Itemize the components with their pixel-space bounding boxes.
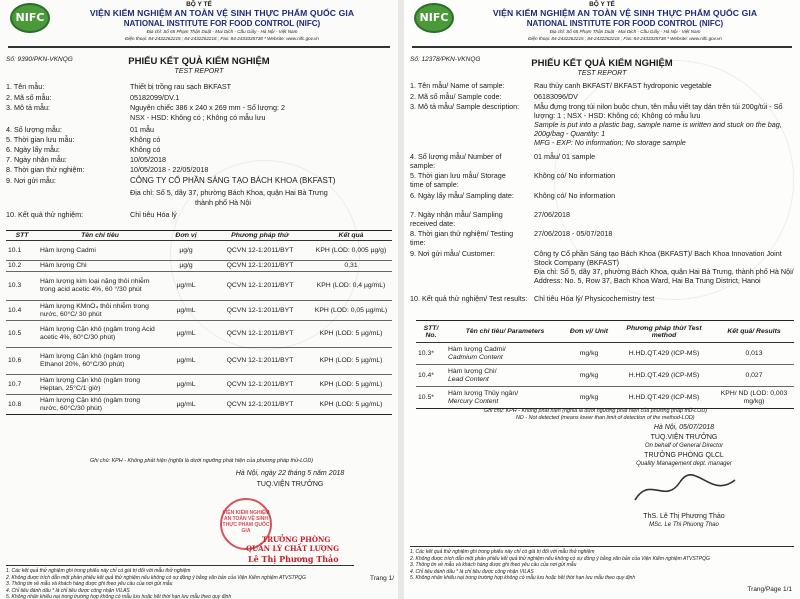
footnote: 4. Chỉ tiêu đánh dấu * là chỉ tiêu được công nhận VILAS xyxy=(6,587,130,594)
footnote: 3. Thông tin về mẫu và khách hàng được ghi theo yêu cầu của nơi gửi mẫu xyxy=(410,562,577,569)
signer-title-1: TRƯỞNG PHÒNG xyxy=(262,535,331,544)
field-value: Công ty Cổ phần Sáng tạo Bách Khoa (BKFAST)/ Bach Khoa Innovation Joint Stock Company (BKFAST) xyxy=(534,249,782,267)
col-header: Đơn vị/ Unit xyxy=(564,321,614,343)
cell-result: KPH/ ND (LOD: 0,003 mg/kg) xyxy=(714,387,794,409)
cell-method: QCVN 12-1:2011/BYT xyxy=(210,348,310,375)
cell-name: Hàm lượng Cặn khô (ngâm trong Heptan, 25°C/1 giờ) xyxy=(38,375,162,395)
field-label: 7. Ngày nhận mẫu/ Sampling received date: xyxy=(410,210,503,228)
results-table xyxy=(6,230,392,415)
col-header: Phương pháp thử xyxy=(210,231,310,241)
issue-date: Hà Nội, 05/07/2018 xyxy=(653,424,715,431)
results-table xyxy=(416,320,794,409)
field-value: CÔNG TY CỔ PHẦN SÁNG TẠO BÁCH KHOA (BKFAST) xyxy=(130,176,336,185)
table-row xyxy=(6,272,392,301)
cell-unit: mg/kg xyxy=(564,365,614,387)
field-label: 1. Tên mẫu/ Name of sample: xyxy=(410,81,505,90)
cell-name: Hàm lượng Chì xyxy=(38,261,162,272)
field-value: Không có xyxy=(130,135,161,144)
field-value: Rau thủy canh BKFAST/ BKFAST hydroponic vegetable xyxy=(534,81,712,90)
cell-name: Hàm lượng Cadmi xyxy=(38,241,162,261)
signer-name: Lê Thị Phương Thảo xyxy=(248,554,339,564)
left-test-report xyxy=(0,0,398,599)
document-number: Số: 9390/PKN-VKNQG xyxy=(6,56,73,63)
table-row xyxy=(6,261,392,272)
report-title-en: TEST REPORT xyxy=(174,68,224,75)
footnote: 1. Các kết quả thử nghiệm ghi trong phiếu này chỉ có giá trị đối với mẫu thử nghiệm xyxy=(410,549,595,555)
field-value: Địa chỉ: Số 5, dãy 37, phường Bách Khoa, quận Hai Bà Trưng, thành phố Hà Nội/ Address: No. 5, Row 37, Bach Khoa Ward, Hai Ba Trung District, Hanoi xyxy=(534,267,794,285)
report-header xyxy=(0,0,398,52)
institute-address: Địa chỉ: Số 65 Phạm Thận Duật - Mai Dịch - Cầu Giấy - Hà Nội - Việt Nam xyxy=(549,29,701,34)
field-value: Chỉ tiêu Hóa lý xyxy=(130,210,177,219)
field-value: Chỉ tiêu Hóa lý/ Physicochemistry test xyxy=(534,294,655,303)
signer-title-2: QUẢN LÝ CHẤT LƯỢNG xyxy=(246,544,340,553)
field-value: 27/06/2018 xyxy=(534,210,570,219)
ministry-name: BỘ Y TẾ xyxy=(589,1,615,8)
cell-method: QCVN 12-1:2011/BYT xyxy=(210,321,310,348)
page-number: Trang 1/ xyxy=(370,575,394,582)
stamp-text: VIỆN KIỂM NGHIỆM AN TOÀN VỆ SINH THỰC PHẨM QUỐC GIA xyxy=(222,510,270,534)
cell-unit: µg/mL xyxy=(162,272,210,301)
col-header: Kết quả/ Results xyxy=(714,321,794,343)
cell-method: H.HD.QT.429 (ICP-MS) xyxy=(614,365,714,387)
cell-name: Hàm lượng Cặn khô (ngâm trong Ethanol 20%, 60°C/30 phút) xyxy=(38,348,162,375)
table-row xyxy=(6,321,392,348)
signer-name-en: MSc. Le Thi Phuong Thao xyxy=(649,522,719,528)
col-header: Tên chỉ tiêu xyxy=(38,231,162,241)
cell-stt: 10.2 xyxy=(6,261,38,272)
field-value: 06183096/DV xyxy=(534,92,578,101)
cell-name: Hàm lượng Cặn khô (ngâm trong nước, 60°C/30 phút) xyxy=(38,395,162,415)
cell-stt: 10.6 xyxy=(6,348,38,375)
signer-title-en: Quality Management dept. manager xyxy=(636,461,732,467)
field-value: Địa chỉ: Số 5, dãy 37, phường Bách Khoa, quận Hai Bà Trưng xyxy=(130,188,328,197)
field-value: Không có/ No information xyxy=(534,171,616,180)
field-label: 2. Mã số mẫu/ Sample code: xyxy=(410,92,502,101)
institute-name: VIỆN KIỂM NGHIỆM AN TOÀN VỆ SINH THỰC PHẨM QUỐC GIA xyxy=(492,8,758,18)
signature-mark xyxy=(630,470,740,510)
cell-unit: mg/kg xyxy=(564,387,614,409)
cell-stt: 10.5 xyxy=(6,321,38,348)
on-behalf: TUQ.VIỆN TRƯỞNG xyxy=(650,434,718,441)
on-behalf: TUQ.VIỆN TRƯỞNG xyxy=(256,481,324,488)
field-value: 10/05/2018 - 22/05/2018 xyxy=(130,165,209,174)
col-header: STT xyxy=(6,231,38,241)
report-title: PHIẾU KẾT QUẢ KIỂM NGHIỆM xyxy=(128,56,270,67)
field-label: 4. Số lượng mẫu: xyxy=(6,125,62,134)
cell-stt: 10.4* xyxy=(416,365,446,387)
field-label: 4. Số lượng mẫu/ Number of sample: xyxy=(410,152,502,170)
table-row xyxy=(416,343,794,365)
cell-name xyxy=(446,343,564,365)
cell-stt: 10.1 xyxy=(6,241,38,261)
table-header xyxy=(6,231,392,241)
param-name-en: Cadmium Content xyxy=(448,353,503,361)
footnote: 4. Chỉ tiêu đánh dấu * là chỉ tiêu được công nhận VILAS xyxy=(410,568,534,575)
footnote: 1. Các kết quả thử nghiệm ghi trong phiếu này chỉ có giá trị đối với mẫu thử nghiệm xyxy=(6,568,191,574)
field-value: 05182099/DV.1 xyxy=(130,93,180,102)
table-note: Ghi chú: KPH - Không phát hiện (nghĩa là dưới ngưỡng phát hiện của phương pháp thử-LOD) xyxy=(484,408,708,414)
table-header xyxy=(416,321,794,343)
footnote: 5. Không nhận khiếu nại trong trường hợp không có mẫu lưu hoặc hết thời hạn lưu mẫu theo quy định xyxy=(410,575,636,582)
field-value: Mẫu đựng trong túi nilon buộc chun, tên mẫu viết tay dán trên túi 200g/túi - Số lượng: 1 ; NSX - HSD: Không có; Không có mẫu lưu xyxy=(534,102,783,120)
institute-name-en: NATIONAL INSTITUTE FOR FOOD CONTROL (NIFC) xyxy=(526,19,724,28)
cell-name xyxy=(446,365,564,387)
field-label: 10. Kết quả thử nghiệm/ Test results: xyxy=(410,294,528,303)
cell-result: 0,027 xyxy=(714,365,794,387)
institute-name-en: NATIONAL INSTITUTE FOR FOOD CONTROL (NIFC) xyxy=(123,19,321,28)
footnote: 2. Không được trích dẫn một phần phiếu kết quả thử nghiệm nếu không có sự đồng ý bằng văn bản của Viện Kiểm nghiệm ATVSTPQG xyxy=(410,555,710,562)
field-label: 9. Nơi gửi mẫu/ Customer: xyxy=(410,249,496,258)
field-value: Không có/ No information xyxy=(534,191,616,200)
field-label: 9. Nơi gửi mẫu: xyxy=(6,176,56,185)
cell-result: KPH (LOD: 5 µg/mL) xyxy=(310,395,392,415)
header-divider xyxy=(8,46,390,48)
table-note-en: ND - Not detected (means lower than limit of detection of the method-LOD) xyxy=(516,415,695,421)
cell-result: 0,31 xyxy=(310,261,392,272)
field-value: Sample is put into a plastic bag, sample name is written and stuck on the bag, 200g/bag - Quantity: 1 xyxy=(534,120,782,138)
cell-result: KPH (LOD: 5 µg/mL) xyxy=(310,348,392,375)
field-value: 01 mẫu xyxy=(130,125,154,134)
field-value: Không có xyxy=(130,145,161,154)
field-label: 2. Mã số mẫu: xyxy=(6,93,52,102)
col-header: Đơn vị xyxy=(162,231,210,241)
table-row xyxy=(6,395,392,415)
cell-unit: µg/g xyxy=(162,261,210,272)
field-label: 3. Mô tả mẫu/ Sample description: xyxy=(410,102,520,111)
cell-result: KPH (LOD: 0,4 µg/mL) xyxy=(310,272,392,301)
cell-stt: 10.5* xyxy=(416,387,446,409)
col-header: STT/ No. xyxy=(416,321,446,343)
report-header xyxy=(404,0,800,52)
table-row xyxy=(6,375,392,395)
institute-contact: Điện thoại: 84-2432262215 ; 84-2432262216 ; Fax: 84-2433335738 * Website: www.nifc.gov.vn xyxy=(125,36,319,41)
table-row xyxy=(416,387,794,409)
issue-date: Hà Nội, ngày 22 tháng 5 năm 2018 xyxy=(235,470,345,477)
footnotes xyxy=(410,546,794,582)
cell-result: KPH (LOD: 5 µg/mL) xyxy=(310,321,392,348)
cell-stt: 10.3* xyxy=(416,343,446,365)
footnote: 5. Không nhận khiếu nại trong trường hợp không có mẫu lưu hoặc hết thời hạn lưu mẫu theo quy định xyxy=(6,594,232,599)
institute-address: Địa chỉ: Số 65 Phạm Thận Duật - Mai Dịch - Cầu Giấy - Hà Nội - Việt Nam xyxy=(146,29,298,34)
institute-contact: Điện thoại: 84-2432262215 ; 84-2432262216 ; Fax: 84-2433335738 * Website: www.nifc.gov.vn xyxy=(528,36,722,41)
cell-stt: 10.4 xyxy=(6,301,38,321)
report-title-en: TEST REPORT xyxy=(577,70,627,77)
table-note: Ghi chú: KPH - Không phát hiện (nghĩa là dưới ngưỡng phát hiện của phương pháp thử-LOD) xyxy=(90,458,314,464)
cell-method: QCVN 12-1:2011/BYT xyxy=(210,301,310,321)
institute-name: VIỆN KIỂM NGHIỆM AN TOÀN VỆ SINH THỰC PHẨM QUỐC GIA xyxy=(89,8,355,18)
field-value: 10/05/2018 xyxy=(130,155,166,164)
field-label: 6. Ngày lấy mẫu: xyxy=(6,145,60,154)
header-divider xyxy=(412,46,792,48)
col-header: Phương pháp thử/ Test method xyxy=(614,321,714,343)
param-name: Hàm lượng Cadmi/ xyxy=(448,345,506,353)
document-number: Số: 12378/PKN-VKNQG xyxy=(410,56,481,63)
param-name: Hàm lượng Thủy ngân/ xyxy=(448,389,519,397)
cell-unit: mg/kg xyxy=(564,343,614,365)
field-value: 01 mẫu/ 01 sample xyxy=(534,152,596,161)
field-value: Nguyên chiếc 386 x 240 x 269 mm - Số lượng: 2 xyxy=(130,103,285,112)
param-name: Hàm lượng Chì/ xyxy=(448,367,497,375)
cell-unit: µg/mL xyxy=(162,395,210,415)
field-value: 27/06/2018 - 05/07/2018 xyxy=(534,229,613,238)
cell-result: 0,013 xyxy=(714,343,794,365)
signer-title: TRƯỞNG PHÒNG QLCL xyxy=(644,452,724,459)
cell-unit: µg/g xyxy=(162,241,210,261)
cell-result: KPH (LOD: 0,005 µg/g) xyxy=(310,241,392,261)
nifc-logo: NIFC xyxy=(10,3,50,33)
cell-method: H.HD.QT.429 (ICP-MS) xyxy=(614,387,714,409)
field-label: 8. Thời gian thử nghiệm: xyxy=(6,165,85,174)
cell-method: QCVN 12-1:2011/BYT xyxy=(210,261,310,272)
param-name-en: Mercury Content xyxy=(448,397,499,405)
cell-method: H.HD.QT.429 (ICP-MS) xyxy=(614,343,714,365)
field-label: 6. Ngày lấy mẫu/ Sampling date: xyxy=(410,191,514,200)
col-header: Kết quả xyxy=(310,231,392,241)
field-value: MFG - EXP: No information; No storage sample xyxy=(534,138,686,147)
field-label: 10. Kết quả thử nghiệm: xyxy=(6,210,84,219)
field-label: 3. Mô tả mẫu: xyxy=(6,103,50,112)
field-label: 8. Thời gian thử nghiệm/ Testing time: xyxy=(410,229,514,247)
field-label: 1. Tên mẫu: xyxy=(6,82,45,91)
field-label: 5. Thời gian lưu mẫu/ Storage time of sample: xyxy=(410,171,506,189)
param-name-en: Lead Content xyxy=(448,375,489,383)
cell-stt: 10.7 xyxy=(6,375,38,395)
col-header: Tên chỉ tiêu/ Parameters xyxy=(446,321,564,343)
field-label: 5. Thời gian lưu mẫu: xyxy=(6,135,75,144)
nifc-logo: NIFC xyxy=(414,3,454,33)
cell-unit: µg/mL xyxy=(162,301,210,321)
cell-result: KPH (LOD: 0,05 µg/mL) xyxy=(310,301,392,321)
table-row xyxy=(6,301,392,321)
footnotes xyxy=(6,565,354,599)
cell-result: KPH (LOD: 5 µg/mL) xyxy=(310,375,392,395)
footnote: 3. Thông tin về mẫu và khách hàng được ghi theo yêu cầu của nơi gửi mẫu xyxy=(6,581,173,588)
cell-unit: µg/mL xyxy=(162,321,210,348)
table-row xyxy=(416,365,794,387)
cell-unit: µg/mL xyxy=(162,375,210,395)
field-value: NSX - HSD: Không có ; Không có mẫu lưu xyxy=(130,113,266,122)
field-value: thành phố Hà Nội xyxy=(195,198,251,207)
cell-name: Hàm lượng KMnO₄ thôi nhiễm trong nước, 60°C/ 30 phút xyxy=(38,301,162,321)
page-number: Trang/Page 1/1 xyxy=(747,586,792,593)
cell-method: QCVN 12-1:2011/BYT xyxy=(210,272,310,301)
signer-name: ThS. Lê Thị Phương Thảo xyxy=(643,513,725,520)
table-row xyxy=(6,348,392,375)
field-label: 7. Ngày nhận mẫu: xyxy=(6,155,67,164)
right-test-report xyxy=(404,0,800,599)
cell-stt: 10.8 xyxy=(6,395,38,415)
cell-method: QCVN 12-1:2011/BYT xyxy=(210,395,310,415)
cell-method: QCVN 12-1:2011/BYT xyxy=(210,375,310,395)
ministry-name: BỘ Y TẾ xyxy=(186,1,212,8)
on-behalf-en: On behalf of General Director xyxy=(644,443,724,449)
table-row xyxy=(6,241,392,261)
cell-stt: 10.3 xyxy=(6,272,38,301)
cell-method: QCVN 12-1:2011/BYT xyxy=(210,241,310,261)
cell-name: Hàm lượng kim loại nặng thôi nhiễm trong acid acetic 4%, 60 °/30 phút xyxy=(38,272,162,301)
report-title: PHIẾU KẾT QUẢ KIỂM NGHIỆM xyxy=(531,58,673,69)
cell-unit: µg/mL xyxy=(162,348,210,375)
cell-name: Hàm lượng Cặn khô (ngâm trong Acid acetic 4%, 60°C/30 phút) xyxy=(38,321,162,348)
footnote: 2. Không được trích dẫn một phần phiếu kết quả thử nghiệm nếu không có sự đồng ý bằng văn bản của Viện Kiểm nghiệm ATVSTPQG xyxy=(6,574,306,581)
cell-name xyxy=(446,387,564,409)
field-value: Thiết bị trồng rau sạch BKFAST xyxy=(130,82,232,91)
